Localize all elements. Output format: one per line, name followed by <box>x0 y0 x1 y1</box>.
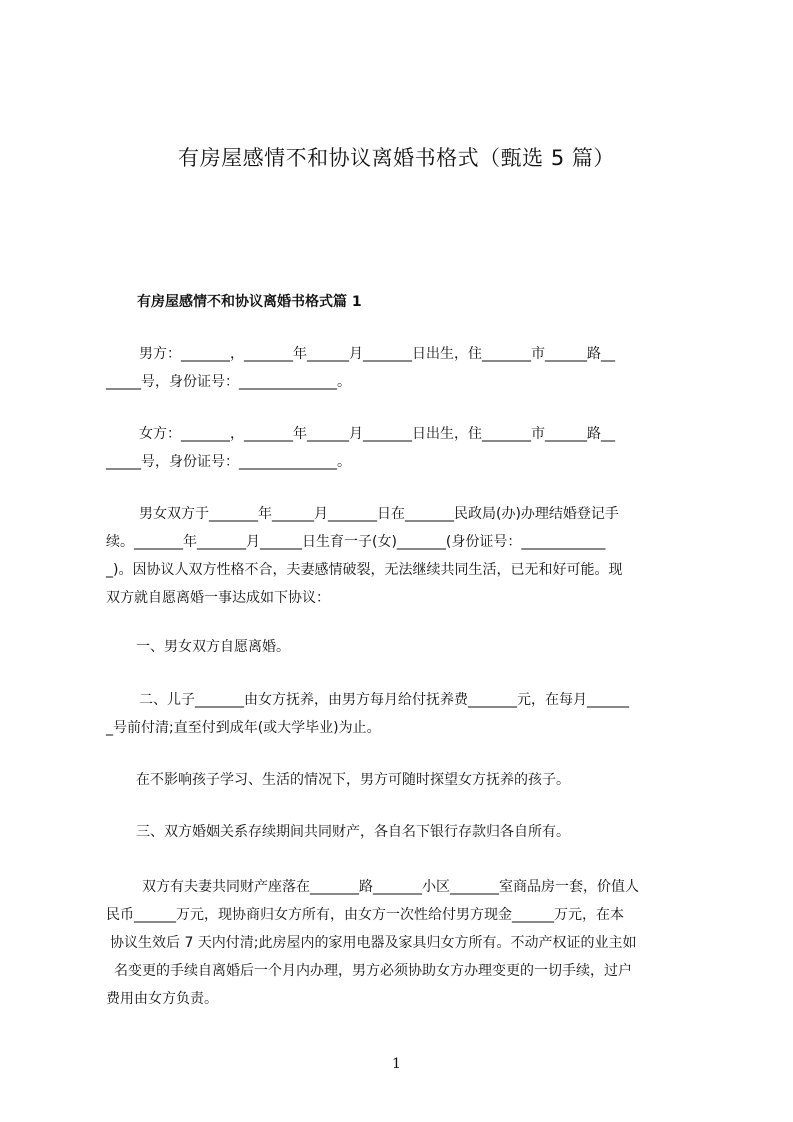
section-heading: 有房屋感情不和协议离婚书格式篇 1 <box>137 294 362 310</box>
paragraph-property <box>106 873 706 1013</box>
paragraph-line: 一、男女双方自愿离婚。 <box>136 639 290 655</box>
paragraph-line: 男方：_______，_______年______月_______日出生，住_______市______路__ <box>139 346 615 362</box>
document-title: 有房屋感情不和协议离婚书格式（甄选 5 篇） <box>178 146 615 170</box>
clause-two <box>106 686 706 742</box>
paragraph-line: 名变更的手续自离婚后一个月内办理，男方必须协助女方办理变更的一切手续，过户 <box>114 963 632 979</box>
paragraph-line: _号前付清;直至付到成年(或大学毕业)为止。 <box>106 720 381 736</box>
clause-one <box>106 633 706 661</box>
paragraph-line: 民币______万元，现协商归女方所有，由女方一次性给付男方现金______万元，在本 <box>106 907 624 923</box>
paragraph-line: 双方就自愿离婚一事达成如下协议： <box>106 590 330 606</box>
paragraph-line: 费用由女方负责。 <box>106 991 218 1007</box>
paragraph-line: 在不影响孩子学习、生活的情况下，男方可随时探望女方抚养的孩子。 <box>136 772 570 788</box>
paragraph-marriage-background <box>106 500 706 612</box>
paragraph-line: 协议生效后 7 天内付清;此房屋内的家用电器及家具归女方所有。不动产权证的业主如 <box>110 935 637 951</box>
paragraph-line: 续。_______年_______月______日生育一子(女)_______(身份证号：____________ <box>106 534 606 550</box>
paragraph-line: 女方：_______，_______年______月_______日出生，住_______市______路__ <box>139 426 615 442</box>
page-number: 1 <box>392 1056 401 1072</box>
paragraph-line: _____号，身份证号：______________。 <box>106 454 351 470</box>
paragraph-line: _)。因协议人双方性格不合，夫妻感情破裂，无法继续共同生活，已无和好可能。现 <box>106 562 623 578</box>
paragraph-visitation <box>106 766 706 794</box>
paragraph-line: 双方有夫妻共同财产座落在_______路_______小区_______室商品房一套，价值人 <box>142 879 639 895</box>
paragraph-line: _____号，身份证号：______________。 <box>106 374 351 390</box>
paragraph-line: 二、儿子_______由女方抚养，由男方每月给付抚养费_______元，在每月______ <box>139 692 629 708</box>
paragraph-wife-info <box>106 420 706 476</box>
paragraph-husband-info <box>106 340 706 396</box>
paragraph-line: 三、双方婚姻关系存续期间共同财产，各自名下银行存款归各自所有。 <box>136 824 570 840</box>
paragraph-line: 男女双方于_______年______月_______日在_______民政局(办)办理结婚登记手 <box>139 506 619 522</box>
clause-three <box>106 818 706 846</box>
